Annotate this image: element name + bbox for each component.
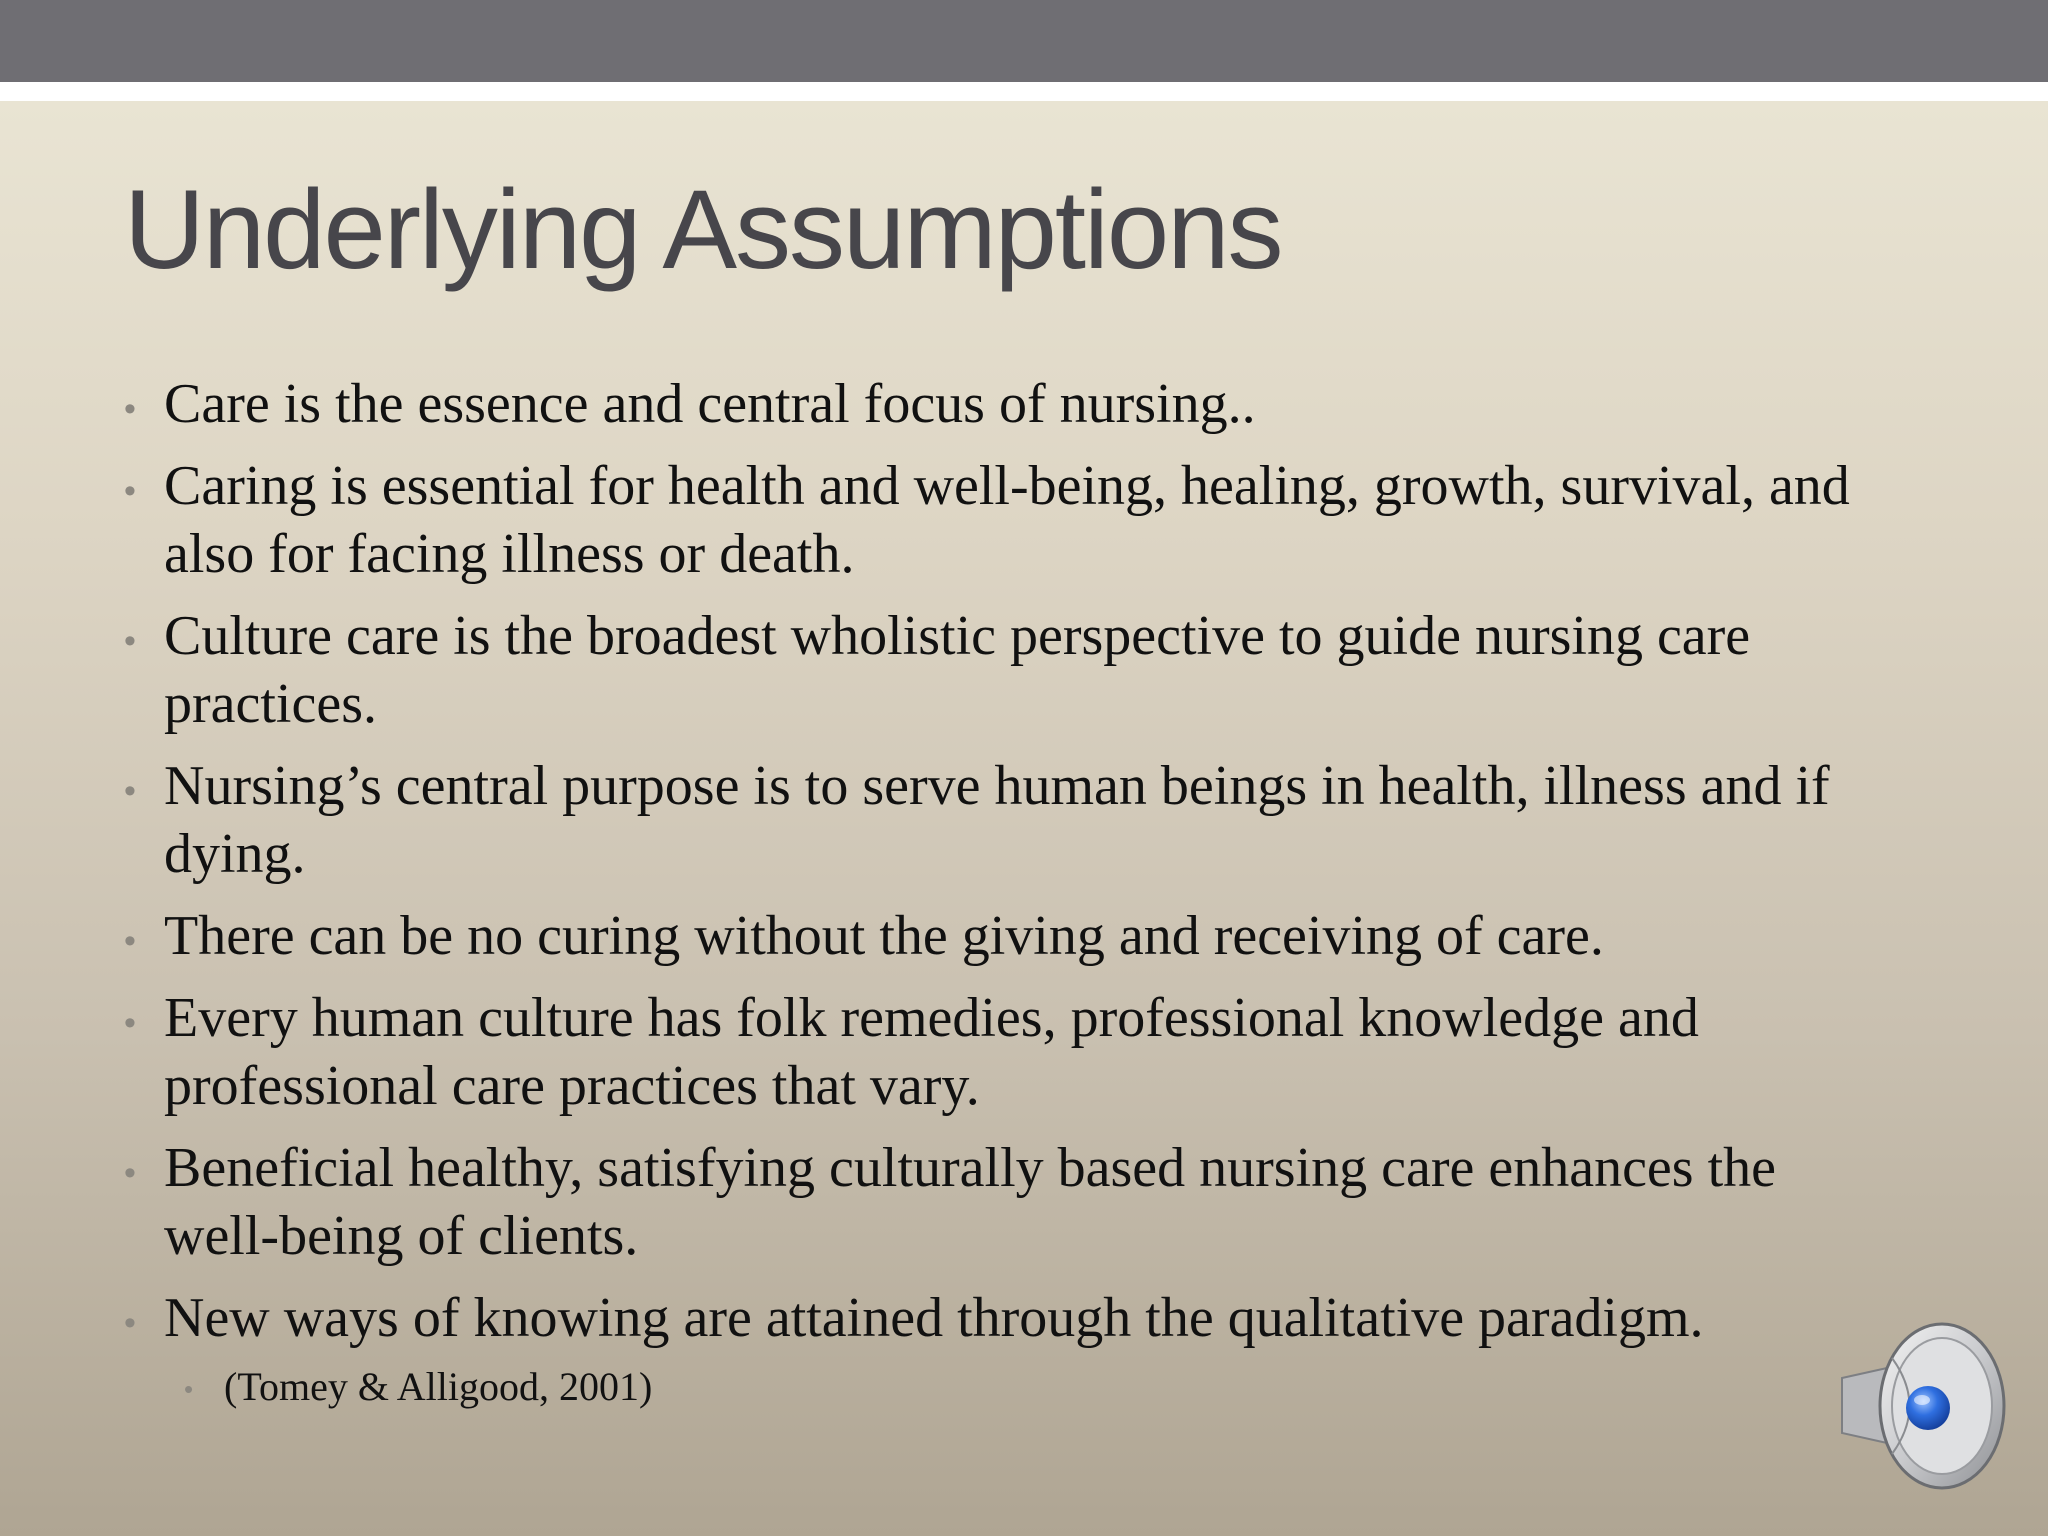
bullet-item — [124, 602, 1904, 738]
bullet-text: Beneficial healthy, satisfying culturally based nursing care enhances the well-being of clients. — [164, 1137, 1776, 1267]
bullet-text: Care is the essence and central focus of nursing.. — [164, 373, 1256, 435]
bullet-text: Nursing’s central purpose is to serve human beings in health, illness and if dying. — [164, 755, 1830, 885]
bullet-item — [124, 752, 1904, 888]
bullet-item — [124, 984, 1904, 1120]
bullet-dot: • — [124, 922, 136, 960]
top-band — [0, 0, 2048, 82]
slide-title: Underlying Assumptions — [124, 167, 1282, 292]
bullet-dot: • — [124, 772, 136, 810]
bullet-text: There can be no curing without the giving and receiving of care. — [164, 905, 1604, 967]
citation-item — [124, 1362, 1904, 1412]
bullet-dot: • — [124, 1004, 136, 1042]
bullet-dot: • — [124, 622, 136, 660]
bullet-dot: • — [124, 390, 136, 428]
speaker-icon[interactable] — [1832, 1318, 2012, 1493]
bullet-text: Culture care is the broadest wholistic perspective to guide nursing care practices. — [164, 605, 1751, 735]
bullet-text: Caring is essential for health and well-being, healing, growth, survival, and also for facing illness or death. — [164, 455, 1850, 585]
bullet-list — [124, 370, 1904, 1412]
bullet-item — [124, 452, 1904, 588]
header-divider — [0, 82, 2048, 101]
bullet-text: Every human culture has folk remedies, professional knowledge and professional care practices that vary. — [164, 987, 1699, 1117]
bullet-dot: • — [124, 472, 136, 510]
bullet-dot: • — [124, 1304, 136, 1342]
bullet-item — [124, 370, 1904, 438]
citation-text: (Tomey & Alligood, 2001) — [224, 1364, 653, 1409]
bullet-item — [124, 1284, 1904, 1352]
bullet-item — [124, 1134, 1904, 1270]
bullet-text: New ways of knowing are attained through the qualitative paradigm. — [164, 1287, 1704, 1349]
bullet-dot: • — [184, 1374, 194, 1404]
speaker-icon-graphic — [1832, 1318, 2012, 1493]
bullet-dot: • — [124, 1154, 136, 1192]
bullet-item — [124, 902, 1904, 970]
